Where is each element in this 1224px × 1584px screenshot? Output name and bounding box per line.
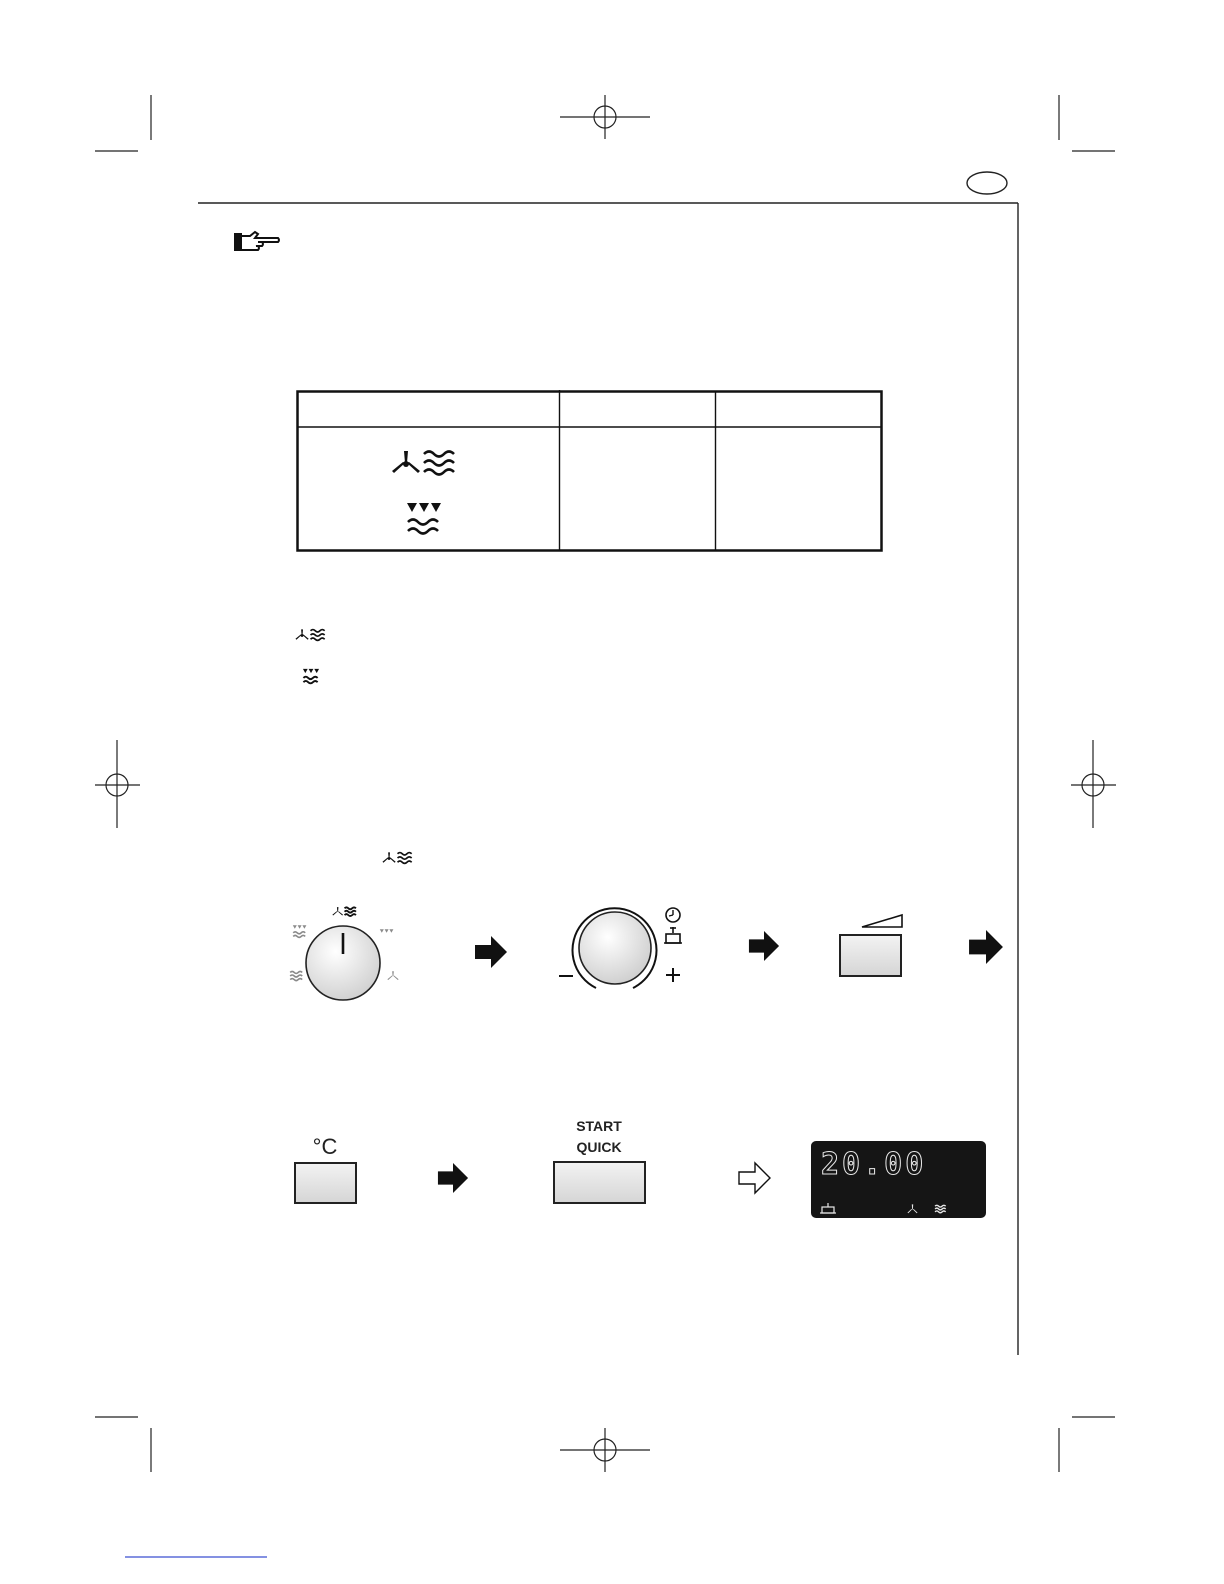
display-weight-icon [820, 1203, 836, 1214]
function-table [296, 390, 883, 553]
fan-waves-small-icon [295, 627, 327, 643]
grill-waves-small-icon [302, 667, 320, 685]
arrow-right-icon-3 [968, 929, 1004, 965]
display-digits: 20.00 [821, 1147, 927, 1182]
clock-icon [666, 908, 680, 922]
control-dial[interactable] [553, 900, 688, 990]
arrow-right-icon-4 [437, 1162, 469, 1194]
pointing-hand-icon [234, 230, 280, 252]
celsius-key-label: °C [312, 1134, 338, 1159]
power-level-icon [860, 913, 904, 929]
fan-waves-small-icon-2 [382, 850, 414, 866]
weight-icon [664, 927, 682, 943]
function-selector-knob[interactable] [285, 900, 405, 1010]
display-waves-icon [934, 1204, 946, 1214]
oven-display [811, 1141, 986, 1218]
start-label: START [576, 1118, 622, 1134]
quick-label: QUICK [576, 1139, 622, 1155]
display-fan-icon [907, 1204, 918, 1214]
language-badge [967, 172, 1007, 194]
celsius-key[interactable] [294, 1162, 357, 1204]
fan-waves-icon [391, 448, 459, 478]
arrow-right-icon-2 [748, 930, 780, 962]
power-key[interactable] [839, 934, 902, 977]
outline-arrow-right-icon [738, 1161, 772, 1195]
start-quick-key[interactable] [553, 1161, 646, 1204]
grill-waves-icon [405, 500, 443, 536]
arrow-right-icon [474, 935, 508, 969]
